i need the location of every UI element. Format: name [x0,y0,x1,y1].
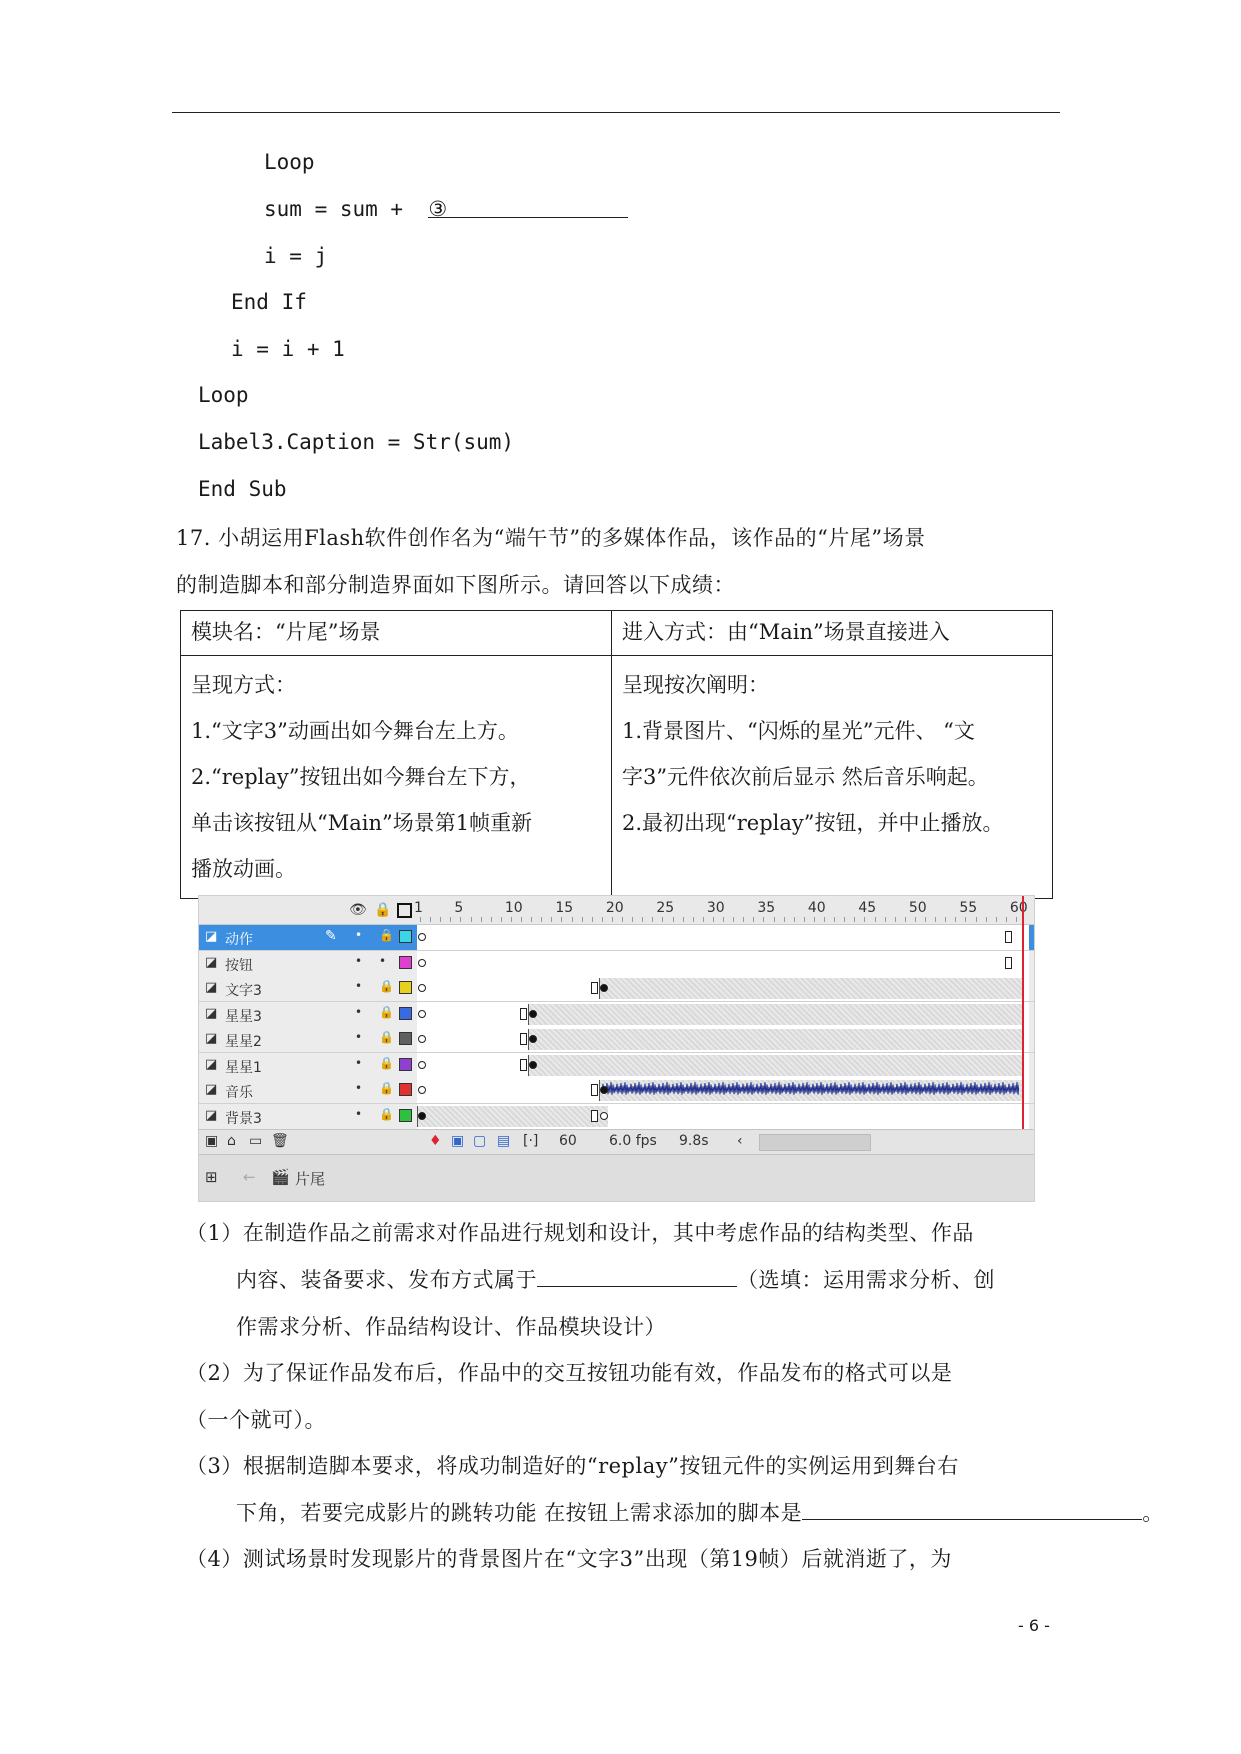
layer-frames[interactable] [417,1027,1029,1052]
order-title: 呈现按次阐明： [622,673,769,697]
frame-span [417,1106,608,1127]
end-frame-marker [591,982,598,994]
ruler-tick [784,917,785,922]
folder-icon[interactable]: ▭ [249,1133,263,1149]
scroll-left-icon[interactable]: ‹ [737,1133,743,1149]
frame-ruler [199,896,1034,925]
ruler-tick [824,917,825,922]
ruler-tick [1006,917,1007,922]
header-rule [172,112,1060,113]
layer-name[interactable]: 星星3 [225,1008,262,1025]
ruler-tick [612,917,613,922]
subquestion-1: （1）在制造作品之前需求对作品进行规划和设计，其中考虑作品的结构类型、作品 [186,1221,974,1245]
onion-markers-icon[interactable]: [·] [523,1133,539,1149]
ruler-number: 1 [414,900,423,916]
layer-frames[interactable] [417,1053,1029,1078]
layer-icon: ◪ [205,980,218,995]
ruler-number: 15 [555,900,574,916]
ruler-tick [551,917,552,922]
ruler-number: 35 [757,900,776,916]
ruler-tick [511,917,512,922]
ruler-tick [854,917,855,922]
end-frame-marker [591,1084,598,1096]
lock-toggle[interactable]: 🔒 [379,1081,394,1095]
ruler-tick [632,917,633,922]
page-number: - 6 - [1018,1616,1050,1635]
text: 。 [1142,1501,1164,1525]
audio-waveform [601,1080,1019,1101]
ruler-number: 10 [504,900,523,916]
end-frame-marker [1005,931,1012,943]
keyframe[interactable] [418,959,426,967]
outline-color-swatch[interactable] [399,981,412,994]
visibility-toggle[interactable]: • [355,979,363,993]
lock-toggle[interactable]: 🔒 [379,979,394,993]
ruler-tick [450,917,451,922]
entry-cell: 进入方式：由“Main”场景直接进入 [612,611,1053,656]
ruler-tick [642,917,643,922]
ruler-tick [774,917,775,922]
subquestion-3-line2 [236,1497,1164,1527]
mode-item: 单击该按钮从“Main”场景第1帧重新 [191,811,533,835]
code-line: Label3.Caption = Str(sum) [198,430,515,454]
keyframe[interactable] [418,933,426,941]
text: 下角，若要完成影片的跳转功能 在按钮上需求添加的脚本是 [236,1501,803,1525]
visibility-toggle[interactable]: • [355,953,363,968]
layer-name[interactable]: 背景3 [225,1110,262,1127]
timeline-layer[interactable] [199,976,1034,1002]
layer-icon: ◪ [205,1056,218,1072]
keyframe[interactable] [418,1035,426,1043]
ruler-tick [885,917,886,922]
ruler-tick [683,917,684,922]
new-layer-icon[interactable]: ▣ [205,1133,219,1149]
code-line: Loop [198,383,249,407]
ruler-tick [602,917,603,922]
end-frame-marker [591,1110,598,1122]
frame-span [528,1029,1022,1050]
text: 内容、装备要求、发布方式属于 [236,1268,537,1292]
visibility-toggle[interactable]: • [355,1004,363,1019]
subquestion-3: （3）根据制造脚本要求，将成功制造好的“replay”按钮元件的实例运用到舞台右 [186,1454,959,1478]
scene-icon: 🎬 [271,1168,290,1186]
outline-color-swatch[interactable] [399,1032,412,1045]
keyframe[interactable] [418,1010,426,1018]
ruler-tick [1016,917,1017,922]
lock-toggle[interactable]: • [379,953,387,968]
ruler-tick [501,917,502,922]
question-intro: 17. 小胡运用Flash软件创作名为“端午节”的多媒体作品，该作品的“片尾”场景 [176,526,926,550]
ruler-tick [986,917,987,922]
layer-frames[interactable] [417,1002,1029,1027]
outline-color-swatch[interactable] [399,956,412,969]
outline-color-swatch[interactable] [399,1083,412,1096]
frame-span [528,1004,1022,1025]
end-frame-marker [520,1033,527,1045]
ruler-number: 20 [605,900,624,916]
order-item: 2.最初出现“replay”按钮，并中止播放。 [622,811,1004,835]
lock-toggle[interactable]: 🔒 [379,1004,394,1019]
timeline-status-bar [199,1129,1034,1154]
stage-icon[interactable]: ⊞ [205,1168,218,1186]
keyframe[interactable] [529,1010,537,1018]
code-text: sum = sum + [264,197,429,221]
subquestion-2-line2: （一个就可）。 [186,1408,326,1432]
ruler-tick [652,917,653,922]
visibility-toggle[interactable]: • [355,1055,363,1070]
keyframe[interactable] [418,1086,426,1094]
code-line: End Sub [198,477,287,501]
layer-icon: ◪ [205,954,218,970]
ruler-tick [693,917,694,922]
layer-name[interactable]: 按钮 [225,957,253,974]
lock-icon[interactable]: 🔒 [374,902,392,918]
ruler-tick [713,917,714,922]
ruler-tick [471,917,472,922]
horizontal-scrollbar[interactable] [759,1134,871,1151]
code-line-sum [264,197,628,221]
visibility-toggle[interactable]: • [355,1106,363,1121]
new-folder-icon[interactable]: ⌂ [227,1133,236,1149]
visibility-toggle[interactable]: • [355,1081,363,1095]
layer-frames[interactable] [417,925,1029,950]
ruler-tick [440,917,441,922]
layer-frames[interactable] [417,1078,1029,1103]
current-frame: 60 [559,1133,577,1149]
ruler-tick [673,917,674,922]
edit-multiple-icon[interactable]: ▤ [497,1133,511,1149]
order-cell [612,656,1053,899]
ruler-tick [925,917,926,922]
subquestion-2: （2）为了保证作品发布后，作品中的交互按钮功能有效，作品发布的格式可以是 [186,1361,953,1385]
layer-name[interactable]: 文字3 [225,983,262,999]
visibility-toggle[interactable]: • [355,928,363,942]
ruler-tick [572,917,573,922]
ruler-number: 25 [656,900,675,916]
trash-icon[interactable]: 🗑 [271,1133,289,1149]
ruler-number: 60 [1009,900,1028,916]
lock-toggle[interactable]: 🔒 [379,1106,394,1121]
scene-bar [199,1154,1034,1201]
outline-color-swatch[interactable] [399,1007,412,1020]
ruler-tick [592,917,593,922]
timeline-layer[interactable] [199,1027,1034,1053]
ruler-tick [460,917,461,922]
ruler-tick [864,917,865,922]
ruler-tick [804,917,805,922]
subquestion-4: （4）测试场景时发现影片的背景图片在“文字3”出现（第19帧）后就消逝了，为 [186,1547,952,1571]
module-cell: 模块名：“片尾”场景 [181,611,612,656]
playhead[interactable] [1022,896,1033,1134]
back-arrow-icon[interactable]: ← [243,1168,256,1186]
ruler-tick [996,917,997,922]
center-frame-icon[interactable]: ♦ [429,1133,442,1149]
ruler-tick [905,917,906,922]
ruler-tick [743,917,744,922]
frame-span [599,978,1022,999]
code-line: Loop [264,150,315,174]
ruler-number: 55 [959,900,978,916]
lock-toggle[interactable]: 🔒 [379,1030,394,1044]
ruler-tick [420,917,421,922]
ruler-tick [491,917,492,922]
ruler-tick [935,917,936,922]
timeline-layer[interactable] [199,1104,1034,1130]
order-item: 字3”元件依次前后显示 然后音乐响起。 [622,765,989,789]
mode-title: 呈现方式： [191,673,296,697]
keyframe[interactable] [418,984,426,992]
order-item: 1.背景图片、“闪烁的星光”元件、 “文 [622,719,975,743]
ruler-number: 45 [858,900,877,916]
question-intro: 的制造脚本和部分制造界面如下图所示。请回答以下成绩： [176,573,735,597]
ruler-tick [945,917,946,922]
blank-marker: ③ [428,197,448,221]
keyframe[interactable] [418,1112,426,1120]
ruler-tick [582,917,583,922]
text: （选填：运用需求分析、创 [737,1268,995,1292]
answer-blank-1 [537,1266,737,1287]
ruler-tick [753,917,754,922]
outline-color-swatch[interactable] [399,1058,412,1071]
outline-color-swatch[interactable] [399,930,412,943]
lock-toggle[interactable]: 🔒 [379,928,394,942]
timeline-layer[interactable] [199,1002,1034,1028]
keyframe[interactable] [529,1061,537,1069]
end-frame-marker [520,1008,527,1020]
ruler-tick [875,917,876,922]
ruler-tick [430,917,431,922]
flash-timeline-panel [198,895,1035,1202]
keyframe[interactable] [600,1086,608,1094]
onion-skin-icon[interactable]: ▣ [451,1133,465,1149]
ruler-tick [733,917,734,922]
mode-item: 2.“replay”按钮出如今舞台左下方， [191,765,531,789]
end-frame-marker [520,1059,527,1071]
code-line: i = i + 1 [231,337,345,361]
layer-name[interactable]: 音乐 [225,1085,253,1101]
code-line: i = j [264,244,328,268]
ruler-tick [763,917,764,922]
ruler-tick [561,917,562,922]
ruler-number: 50 [908,900,927,916]
pencil-icon: ✎ [325,928,337,944]
code-line: End If [231,290,307,314]
ruler-tick [895,917,896,922]
outline-color-swatch[interactable] [399,1109,412,1122]
frame-span [528,1055,1022,1076]
onion-outline-icon[interactable]: ▢ [473,1133,487,1149]
ruler-tick [844,917,845,922]
ruler-number: 5 [454,900,464,916]
layer-name[interactable]: 动作 [225,932,253,948]
ruler-tick [622,917,623,922]
eye-icon[interactable]: 👁 [349,902,367,918]
answer-blank-3 [428,197,628,221]
timeline-layer[interactable] [199,1078,1034,1104]
ruler-tick [814,917,815,922]
frame-rate: 6.0 fps [609,1133,657,1149]
layer-icon: ◪ [205,1082,218,1097]
keyframe[interactable] [600,984,608,992]
layer-frames[interactable] [417,951,1029,976]
layer-icon: ◪ [205,1031,218,1046]
ruler-tick [965,917,966,922]
ruler-tick [481,917,482,922]
ruler-tick [541,917,542,922]
layer-name[interactable]: 星星2 [225,1034,262,1050]
ruler-tick [723,917,724,922]
timeline-layer[interactable] [199,925,1034,951]
subquestion-1-line2 [236,1264,995,1294]
ruler-tick [703,917,704,922]
ruler-number: 40 [807,900,826,916]
keyframe[interactable] [600,1112,608,1120]
layer-icon: ◪ [205,929,218,944]
layer-frames[interactable] [417,976,1029,1001]
layer-icon: ◪ [205,1005,218,1021]
ruler-tick [955,917,956,922]
ruler-number: 30 [706,900,725,916]
ruler-tick [794,917,795,922]
layer-frames[interactable] [417,1104,1029,1129]
ruler-tick [662,917,663,922]
ruler-tick [521,917,522,922]
layer-name[interactable]: 星星1 [225,1059,262,1076]
mode-item: 1.“文字3”动画出如今舞台左上方。 [191,719,519,743]
subquestion-1-line3: 作需求分析、作品结构设计、作品模块设计） [236,1315,666,1339]
ruler-tick [531,917,532,922]
outline-icon[interactable] [397,903,412,918]
ruler-tick [976,917,977,922]
visibility-toggle[interactable]: • [355,1030,363,1044]
mode-cell [181,656,612,899]
scene-name[interactable]: 片尾 [295,1170,326,1188]
ruler-tick [834,917,835,922]
ruler-tick [915,917,916,922]
production-script-table [180,610,1053,899]
answer-blank-3-script [802,1499,1142,1520]
timeline-layer[interactable] [199,951,1034,977]
elapsed-time: 9.8s [679,1133,709,1149]
keyframe[interactable] [418,1061,426,1069]
lock-toggle[interactable]: 🔒 [379,1055,394,1070]
mode-item: 播放动画。 [191,857,296,881]
end-frame-marker [1005,957,1012,969]
layer-icon: ◪ [205,1107,218,1123]
timeline-layer[interactable] [199,1053,1034,1079]
